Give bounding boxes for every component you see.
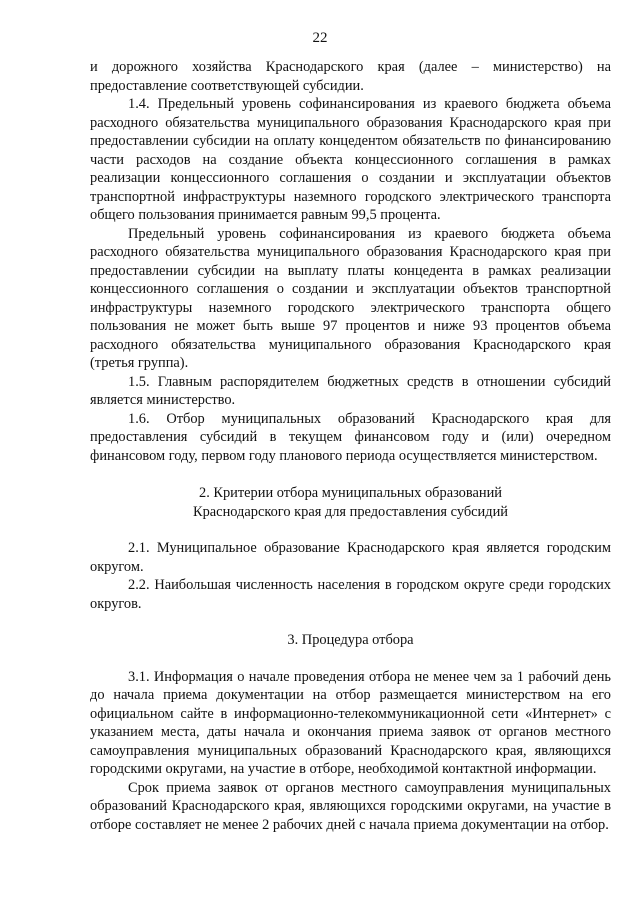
spacer — [90, 465, 611, 484]
paragraph-1-4: 1.4. Предельный уровень софинансирования из краевого бюджета объема расходного обязательства муниципального образования Краснодарского края при предоставлении субсидии на оплату концедентом обязательств по финансированию части расходов на создание объекта концессионного соглашения в рамках реализации концессионного соглашения о создании и эксплуатации объектов транспортной инфраструктуры наземного городского электрического транспорта общего пользования принимается равным 99,5 процента. — [90, 96, 611, 223]
section-2-heading-line-2: Краснодарского края для предоставления субсидий — [193, 503, 508, 520]
paragraph-1-6: 1.6. Отбор муниципальных образований Краснодарского края для предоставления субсидий в текущем финансовом году и (или) очередном финансовом году, первом году планового периода осуществляется министерством. — [90, 410, 611, 464]
section-2-heading-line-1: 2. Критерии отбора муниципальных образований — [199, 485, 502, 501]
paragraph-3-1: 3.1. Информация о начале проведения отбора не менее чем за 1 рабочий день до начала приема документации на отбор размещается министерством на его официальном сайте в информационно-телекоммуникационной сети «Интернет» с указанием места, даты начала и окончания приема заявок от органов местного самоуправления муниципальных образований Краснодарского края, являющихся городскими округами, на участие в отборе, необходимой контактной информации. — [90, 668, 611, 777]
section-3-heading: 3. Процедура отбора — [287, 632, 414, 648]
paragraph-2-2: 2.2. Наибольшая численность населения в городском округе среди городских округов. — [90, 577, 611, 612]
paragraph-cofinancing-level: Предельный уровень софинансирования из краевого бюджета объема расходного обязательства муниципального образования Краснодарского края при предоставлении субсидии на выплату платы концедента в рамках реализации концессионного соглашения о создании и эксплуатации объектов транспортной инфраструктуры наземного городского электрического транспорта общего пользования не может быть выше 97 процентов и ниже 93 процентов объема расходного обязательства муниципального образования Краснодарского края (третья группа). — [90, 225, 611, 371]
paragraph-application-period: Срок приема заявок от органов местного самоуправления муниципальных образований Краснодарского края, являющихся городскими округами, на участие в отборе составляет не менее 2 рабочих дней с начала приема документации на отбор. — [90, 779, 611, 833]
paragraph-2-1: 2.1. Муниципальное образование Краснодарского края является городским округом. — [90, 540, 611, 575]
document-body — [90, 58, 611, 834]
spacer — [90, 613, 611, 631]
page-number: 22 — [312, 30, 328, 46]
paragraph-continuation: и дорожного хозяйства Краснодарского края (далее – министерство) на предоставление соответствующей субсидии. — [90, 59, 611, 94]
spacer — [90, 521, 611, 539]
spacer — [90, 650, 611, 668]
paragraph-1-5: 1.5. Главным распорядителем бюджетных средств в отношении субсидий является министерство. — [90, 373, 611, 408]
